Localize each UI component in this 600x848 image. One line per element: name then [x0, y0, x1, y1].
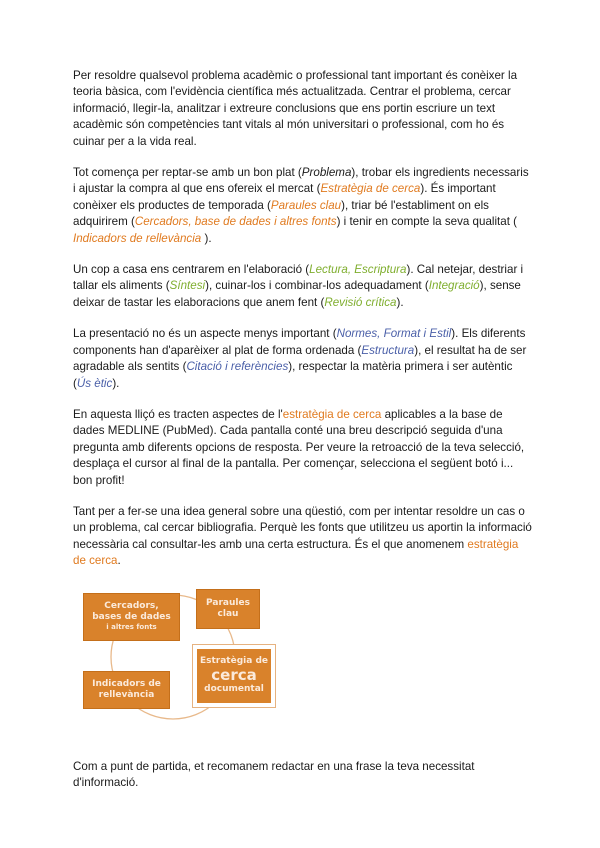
box-label: documental — [204, 684, 264, 695]
link-estrategia-de-cerca-3[interactable]: estratègia de cerca — [73, 537, 519, 568]
paragraph-intro: Per resoldre qualsevol problema acadèmic o professional tant important és conèixer la teoria bàsica, com l'evidència científica més actualitzada. Centrar el problema, cercar informació, llegir-la, analitzar i extreure conclusions que ens portin escriure un text acadèmic són competències tant vitals al món universitari o professional, com ho és cuinar per a la vida real. — [73, 69, 518, 148]
text-segment: ), sense deixar de tastar les elaboracions que anem fent ( — [73, 279, 521, 309]
text-segment: ). — [112, 376, 120, 390]
search-strategy-diagram — [73, 585, 533, 735]
box-cercadors — [83, 593, 180, 641]
term-problema: Problema — [301, 166, 352, 180]
link-citacio-referencies[interactable]: Citació i referències — [186, 360, 289, 374]
text-segment: ), triar bé l'establiment on els adquirirem ( — [73, 198, 489, 229]
link-normes-format-estil[interactable]: Normes, Format i Estil — [336, 327, 452, 341]
text-segment: ), respectar la matèria primera i ser autèntic ( — [73, 360, 513, 390]
link-estructura[interactable]: Estructura — [361, 343, 415, 357]
paragraph-presentacio — [73, 326, 533, 392]
text-segment: Un cop a casa ens centrarem en l'elaboració ( — [73, 263, 310, 277]
text-segment: ). Els diferents components han d'aparèixer al plat de forma ordenada ( — [73, 327, 526, 357]
box-label: i altres fonts — [106, 623, 157, 632]
text-segment: ), cuinar-los i combinar-los adequadament ( — [205, 279, 429, 293]
box-label: Cercadors, — [104, 601, 159, 612]
box-indicadors — [83, 671, 170, 709]
box-label: clau — [217, 608, 239, 619]
box-label: cerca — [211, 666, 257, 685]
paragraph-ingredients — [73, 165, 533, 247]
link-cercadors[interactable]: Cercadors, base de dades i altres fonts — [134, 215, 337, 229]
link-sintesi[interactable]: Síntesi — [169, 279, 206, 293]
link-lectura-escriptura[interactable]: Lectura, Escriptura — [309, 263, 407, 277]
link-indicadors[interactable]: Indicadors de rellevància — [73, 231, 202, 245]
link-us-etic[interactable]: Ús ètic — [76, 376, 113, 390]
box-estrategia-central — [193, 645, 275, 707]
box-label: Indicadors de — [92, 678, 161, 689]
paragraph-punt-de-partida: Com a punt de partida, et recomanem redactar en una frase la teva necessitat d'informació. — [73, 759, 475, 789]
text-segment: ). És important conèixer els productes de temporada ( — [73, 182, 496, 212]
box-label: Paraules — [206, 597, 250, 608]
text-segment: ), el resultat ha de ser agradable als sentits ( — [73, 343, 527, 374]
text-segment: ), trobar els ingredients necessaris i ajustar la compra al que ens ofereix el mercat ( — [73, 166, 529, 196]
text-segment: ) i tenir en compte la seva qualitat ( — [336, 215, 518, 229]
box-label: rellevància — [98, 689, 155, 700]
text-segment: ). Cal netejar, destriar i tallar els aliments ( — [73, 263, 524, 293]
box-paraules-clau — [196, 589, 260, 629]
document-page — [73, 68, 533, 806]
text-segment: . — [117, 554, 121, 568]
link-estrategia-de-cerca[interactable]: Estratègia de cerca — [320, 182, 421, 196]
text-segment: La presentació no és un aspecte menys important ( — [73, 327, 337, 341]
paragraph-llico — [73, 407, 533, 489]
paragraph-bibliografia — [73, 504, 533, 570]
text-segment: Tot comença per reptar-se amb un bon plat ( — [73, 166, 302, 180]
link-revisio-critica[interactable]: Revisió crítica — [324, 295, 397, 309]
box-label: bases de dades — [92, 612, 171, 623]
link-paraules-clau[interactable]: Paraules clau — [270, 198, 342, 212]
box-label: Estratègia de — [199, 656, 268, 667]
text-segment: ). — [201, 231, 212, 245]
paragraph-elaboracio — [73, 262, 533, 311]
text-segment: Tant per a fer-se una idea general sobre una qüestió, com per intentar resoldre un cas o un problema, cal cercar bibliografia. Perquè les fonts que utilitzeu us aportin la informació necessària cal consultar-les amb una certa estructura. És el que anomenem — [73, 504, 532, 551]
link-estrategia-de-cerca-2[interactable]: estratègia de cerca — [282, 407, 382, 421]
text-segment: ). — [396, 295, 404, 309]
text-segment: En aquesta lliçó es tracten aspectes de l' — [73, 407, 283, 421]
text-segment: aplicables a la base de dades MEDLINE (PubMed). Cada pantalla conté una breu descripció seguida d'una pregunta amb diferents opcions de resposta. Per veure la retroacció de la teva selecció, desplaça el cursor al final de la pantalla. Per començar, selecciona el següent botó i... bon profit! — [73, 407, 525, 487]
link-integracio[interactable]: Integració — [428, 279, 480, 293]
